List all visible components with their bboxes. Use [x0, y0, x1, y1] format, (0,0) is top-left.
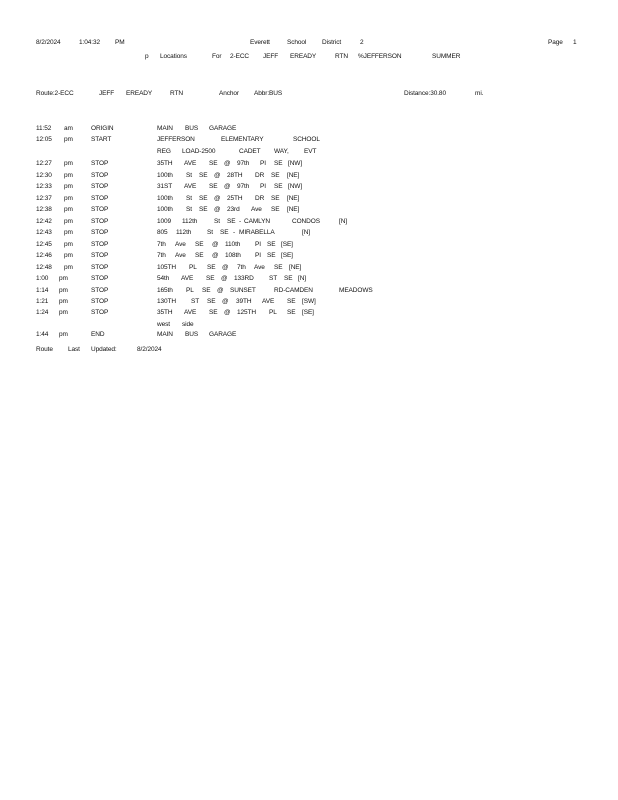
stop-time: 1:21 — [36, 298, 49, 305]
stop-location-word: 112th — [182, 218, 198, 225]
subtitle-word: p — [145, 53, 149, 60]
stop-location-word: 7th — [157, 241, 166, 248]
stop-time: 1:14 — [36, 287, 49, 294]
stop-ampm: pm — [64, 229, 73, 236]
stop-location-word: SUNSET — [230, 287, 256, 294]
stop-location-word: St — [207, 229, 213, 236]
stop-location-word: [NW] — [288, 160, 303, 167]
stop-type: STOP — [91, 218, 109, 225]
route-word: EREADY — [126, 90, 153, 97]
stop-type: START — [91, 136, 112, 143]
stop-ampm: am — [64, 125, 73, 132]
stop-location-word: 100th — [157, 172, 173, 179]
stop-location-word: [N] — [298, 275, 307, 282]
stop-location-word: @ — [222, 298, 229, 305]
stop-location-word: 97th — [237, 160, 250, 167]
stop-type: STOP — [91, 206, 109, 213]
stop-type: STOP — [91, 298, 109, 305]
stop-location-word: PI — [260, 160, 266, 167]
stop-location-word: St — [186, 195, 192, 202]
route-word: RTN — [170, 90, 183, 97]
stop-ampm: pm — [64, 241, 73, 248]
stop-type: STOP — [91, 309, 109, 316]
stop-type: STOP — [91, 172, 109, 179]
stop-ampm: pm — [64, 264, 73, 271]
stop-time: 12:46 — [36, 252, 52, 259]
stop-time: 12:27 — [36, 160, 52, 167]
stop-location-word: CAMLYN — [244, 218, 271, 225]
stop-location-word: SE — [199, 195, 208, 202]
stop-type: STOP — [91, 264, 109, 271]
stop-location-word: 133RD — [234, 275, 254, 282]
stop-location-word: SE — [271, 206, 280, 213]
stop-location-word: AVE — [184, 183, 197, 190]
stop-location-word: SE — [195, 241, 204, 248]
stop-location-word: MAIN — [157, 331, 173, 338]
stop-location-word: 39TH — [236, 298, 252, 305]
stop-location-word: SE — [287, 298, 296, 305]
stop-location-word: Ave — [254, 264, 265, 271]
stop-ampm: pm — [59, 298, 68, 305]
stop-location-word: @ — [224, 183, 231, 190]
stop-location-word: SE — [267, 252, 276, 259]
stop-location-word: @ — [212, 241, 219, 248]
stop-time: 11:52 — [36, 125, 52, 132]
stop-location-word: GARAGE — [209, 331, 237, 338]
stop-location-word: REG — [157, 148, 171, 155]
stop-time: 1:24 — [36, 309, 49, 316]
stop-location-word: PI — [260, 183, 266, 190]
stop-type: STOP — [91, 252, 109, 259]
stop-location-word: @ — [214, 206, 221, 213]
stop-location-word: SE — [209, 309, 218, 316]
stop-location-word: AVE — [262, 298, 275, 305]
stop-location-word: AVE — [184, 160, 197, 167]
stop-location-word: PL — [186, 287, 194, 294]
stop-location-word: DR — [255, 195, 265, 202]
stop-time: 12:33 — [36, 183, 52, 190]
distance-value: Distance:30.80 — [404, 90, 446, 97]
stop-location-word: @ — [212, 252, 219, 259]
stop-location-word: @ — [224, 309, 231, 316]
stop-time: 1:44 — [36, 331, 49, 338]
stop-location-word: St — [214, 218, 220, 225]
stop-ampm: pm — [59, 287, 68, 294]
stop-location-word: [NW] — [288, 183, 303, 190]
stop-location-word: 108th — [225, 252, 241, 259]
stop-location-word: side — [182, 321, 194, 328]
stop-location-word: west — [157, 321, 170, 328]
stop-time: 12:05 — [36, 136, 52, 143]
stop-location-word: SE — [202, 287, 211, 294]
stop-location-word: SE — [271, 172, 280, 179]
stop-location-word: ELEMENTARY — [221, 136, 264, 143]
stop-location-word: 23rd — [227, 206, 240, 213]
footer-word: Updated: — [91, 346, 117, 353]
stop-location-word: EVT — [304, 148, 317, 155]
stop-type: STOP — [91, 241, 109, 248]
stop-type: STOP — [91, 275, 109, 282]
stop-ampm: pm — [59, 309, 68, 316]
stop-location-word: [NE] — [287, 195, 300, 202]
stop-location-word: [NE] — [287, 172, 300, 179]
stop-location-word: SE — [207, 298, 216, 305]
stop-location-word: @ — [217, 287, 224, 294]
stop-location-word: AVE — [184, 309, 197, 316]
stop-location-word: 31ST — [157, 183, 173, 190]
stop-time: 12:38 — [36, 206, 52, 213]
stop-location-word: PL — [189, 264, 197, 271]
stop-location-word: PI — [255, 252, 261, 259]
stop-location-word: SE — [207, 264, 216, 271]
stop-location-word: [NE] — [289, 264, 302, 271]
stop-location-word: MIRABELLA — [239, 229, 275, 236]
stop-location-word: Ave — [175, 252, 186, 259]
subtitle-word: JEFF — [263, 53, 279, 60]
stop-type: STOP — [91, 229, 109, 236]
subtitle-word: 2-ECC — [230, 53, 250, 60]
distance-unit: mi. — [475, 90, 484, 97]
stop-location-word: @ — [214, 195, 221, 202]
stop-location-word: [SW] — [302, 298, 316, 305]
stop-location-word: SE — [199, 206, 208, 213]
stop-location-word: SE — [274, 183, 283, 190]
stop-location-word: RD-CAMDEN — [274, 287, 313, 294]
stop-location-word: Ave — [175, 241, 186, 248]
stop-ampm: pm — [64, 160, 73, 167]
stop-type: END — [91, 331, 105, 338]
subtitle-word: %JEFFERSON — [358, 53, 402, 60]
stop-location-word: MEADOWS — [339, 287, 373, 294]
stop-time: 12:45 — [36, 241, 52, 248]
stop-location-word: SE — [209, 160, 218, 167]
last-updated-date: 8/2/2024 — [137, 346, 162, 353]
stop-location-word: 54th — [157, 275, 170, 282]
stop-location-word: LOAD-2500 — [182, 148, 216, 155]
stop-location-word: [SE] — [281, 241, 293, 248]
stop-type: STOP — [91, 287, 109, 294]
stop-location-word: 100th — [157, 195, 173, 202]
stop-location-word: JEFFERSON — [157, 136, 195, 143]
stop-location-word: SE — [209, 183, 218, 190]
stop-location-word: SE — [267, 241, 276, 248]
stop-location-word: 130TH — [157, 298, 177, 305]
subtitle-word: EREADY — [290, 53, 317, 60]
route-id: Route:2-ECC — [36, 90, 74, 97]
page-number: 1 — [573, 39, 577, 46]
stop-location-word: BUS — [185, 331, 199, 338]
abbr-label: Abbr:BUS — [254, 90, 283, 97]
stop-type: STOP — [91, 195, 109, 202]
subtitle-word: Locations — [160, 53, 187, 60]
stop-location-word: @ — [222, 264, 229, 271]
stop-location-word: 7th — [157, 252, 166, 259]
stop-ampm: pm — [59, 331, 68, 338]
district-word: 2 — [360, 39, 364, 46]
stop-location-word: ST — [191, 298, 200, 305]
anchor-label: Anchor — [219, 90, 239, 97]
stop-location-word: BUS — [185, 125, 199, 132]
district-word: School — [287, 39, 307, 46]
stop-location-word: @ — [224, 160, 231, 167]
stop-time: 1:00 — [36, 275, 49, 282]
stop-time: 12:43 — [36, 229, 52, 236]
route-word: JEFF — [99, 90, 115, 97]
stop-location-word: WAY, — [274, 148, 289, 155]
stop-location-word: SCHOOL — [293, 136, 320, 143]
stop-location-word: 35TH — [157, 309, 173, 316]
stop-location-word: [NE] — [287, 206, 300, 213]
stop-location-word: CADET — [239, 148, 261, 155]
stop-ampm: pm — [64, 218, 73, 225]
stop-time: 12:48 — [36, 264, 52, 271]
footer-word: Route — [36, 346, 53, 353]
stop-location-word: PI — [255, 241, 261, 248]
stop-location-word: St — [186, 172, 192, 179]
stop-ampm: pm — [64, 195, 73, 202]
stop-location-word: 35TH — [157, 160, 173, 167]
stop-time: 12:42 — [36, 218, 52, 225]
stop-location-word: PL — [269, 309, 277, 316]
stop-location-word: DR — [255, 172, 265, 179]
stop-location-word: 805 — [157, 229, 168, 236]
district-word: Everett — [250, 39, 270, 46]
stop-location-word: ST — [269, 275, 278, 282]
stop-ampm: pm — [64, 206, 73, 213]
stop-type: STOP — [91, 160, 109, 167]
stop-location-word: MAIN — [157, 125, 173, 132]
stop-location-word: 112th — [176, 229, 192, 236]
stop-location-word: [N] — [302, 229, 311, 236]
stop-location-word: 165th — [157, 287, 173, 294]
stop-location-word: 100th — [157, 206, 173, 213]
stop-location-word: @ — [214, 172, 221, 179]
stop-ampm: pm — [64, 252, 73, 259]
stop-time: 12:30 — [36, 172, 52, 179]
stop-location-word: SE — [227, 218, 236, 225]
stop-location-word: - — [239, 218, 242, 225]
stop-location-word: 25TH — [227, 195, 243, 202]
subtitle-word: SUMMER — [432, 53, 461, 60]
stop-location-word: CONDOS — [292, 218, 320, 225]
print-ampm: PM — [115, 39, 125, 46]
stop-location-word: 97th — [237, 183, 250, 190]
stop-location-word: SE — [199, 172, 208, 179]
stop-location-word: - — [233, 229, 236, 236]
stop-location-word: 125TH — [237, 309, 257, 316]
stop-location-word: 1009 — [157, 218, 172, 225]
stop-location-word: 28TH — [227, 172, 243, 179]
stop-ampm: pm — [64, 172, 73, 179]
stop-location-word: [SE] — [302, 309, 314, 316]
stop-location-word: St — [186, 206, 192, 213]
subtitle-word: For — [212, 53, 222, 60]
stop-location-word: SE — [195, 252, 204, 259]
subtitle-word: RTN — [335, 53, 348, 60]
stop-location-word: Ave — [251, 206, 262, 213]
stop-location-word: AVE — [181, 275, 194, 282]
stop-ampm: pm — [64, 136, 73, 143]
stop-location-word: 105TH — [157, 264, 177, 271]
stop-location-word: SE — [206, 275, 215, 282]
stop-location-word: SE — [284, 275, 293, 282]
stop-location-word: 110th — [225, 241, 241, 248]
footer-word: Last — [68, 346, 80, 353]
district-word: District — [322, 39, 342, 46]
stop-location-word: SE — [271, 195, 280, 202]
stop-type: STOP — [91, 183, 109, 190]
stop-location-word: @ — [221, 275, 228, 282]
stop-location-word: GARAGE — [209, 125, 237, 132]
stop-location-word: SE — [287, 309, 296, 316]
stop-ampm: pm — [59, 275, 68, 282]
stop-type: ORIGIN — [91, 125, 114, 132]
stop-location-word: [N] — [339, 218, 348, 225]
stop-time: 12:37 — [36, 195, 52, 202]
print-date: 8/2/2024 — [36, 39, 61, 46]
stop-location-word: SE — [274, 264, 283, 271]
stop-location-word: 7th — [237, 264, 246, 271]
stop-location-word: [SE] — [281, 252, 293, 259]
stop-ampm: pm — [64, 183, 73, 190]
stop-location-word: SE — [274, 160, 283, 167]
page-label: Page — [548, 39, 563, 46]
print-time: 1:04:32 — [79, 39, 100, 46]
stop-location-word: SE — [220, 229, 229, 236]
